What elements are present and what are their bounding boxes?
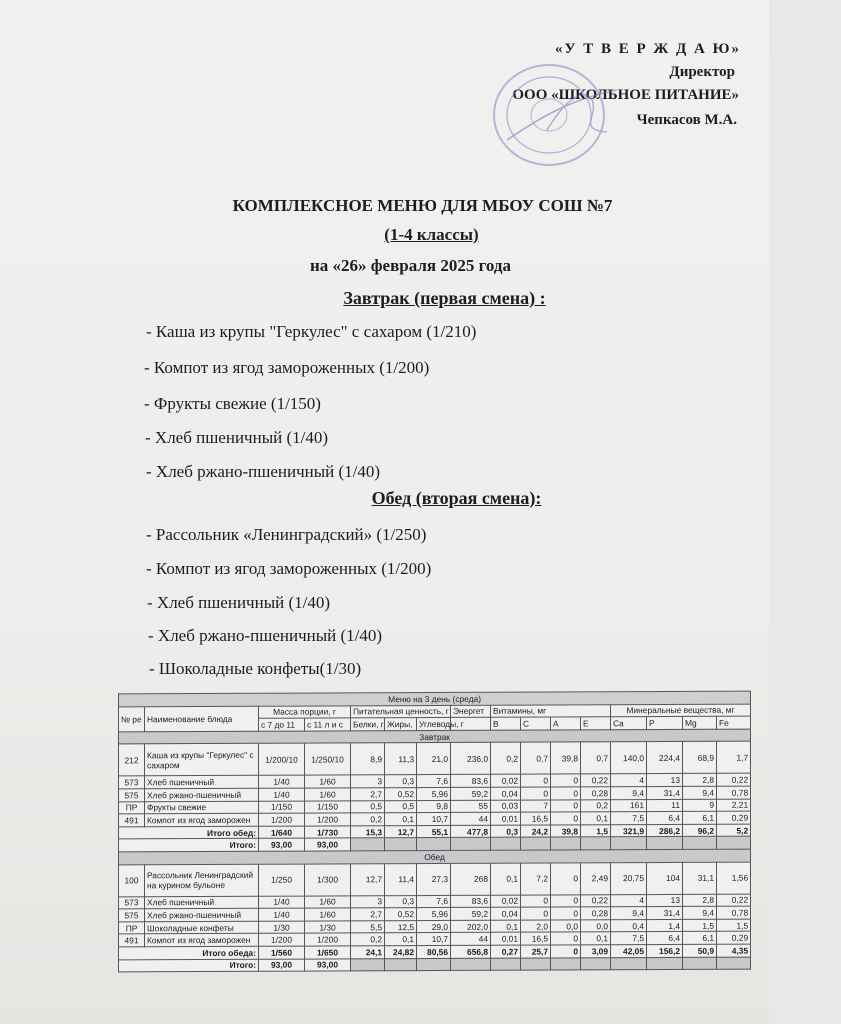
lunch-item: - Шоколадные конфеты(1/30) bbox=[149, 659, 362, 678]
table-cell: 0 bbox=[551, 787, 581, 800]
table-cell: 575 bbox=[119, 789, 145, 802]
table-cell: 0,28 bbox=[581, 787, 611, 800]
table-cell: 2,49 bbox=[581, 862, 611, 894]
table-cell: 0,2 bbox=[581, 799, 611, 812]
table-cell: 0 bbox=[551, 862, 581, 894]
empty-cell bbox=[417, 958, 451, 971]
table-cell: 0,0 bbox=[581, 919, 611, 932]
sum-label: Итого: bbox=[119, 959, 259, 972]
table-cell: 31,4 bbox=[647, 907, 683, 920]
table-cell: 20,75 bbox=[611, 862, 647, 894]
table-cell: 573 bbox=[119, 896, 145, 909]
table-cell: 11,4 bbox=[385, 863, 417, 895]
header-fat: Жиры, bbox=[385, 718, 417, 731]
dish-name-cell: Компот из ягод заморожен bbox=[145, 934, 259, 947]
table-cell: 44 bbox=[451, 812, 491, 825]
empty-cell bbox=[451, 958, 491, 971]
table-cell: 11,3 bbox=[385, 743, 417, 775]
table-cell: 0 bbox=[551, 774, 581, 787]
table-cell: 224,4 bbox=[647, 742, 683, 774]
table-cell: 0 bbox=[521, 895, 551, 908]
table-cell: 9,4 bbox=[683, 786, 717, 799]
table-cell: 1/60 bbox=[305, 895, 351, 908]
table-cell: 13 bbox=[647, 894, 683, 907]
table-cell: 1/40 bbox=[259, 788, 305, 801]
table-cell: 0,52 bbox=[385, 908, 417, 921]
header-mg: Mg bbox=[683, 716, 717, 729]
table-cell: 2,7 bbox=[351, 788, 385, 801]
stamp-seal bbox=[487, 60, 627, 170]
table-cell: 96,2 bbox=[683, 824, 717, 837]
table-cell: 29,0 bbox=[417, 920, 451, 933]
table-cell: 24,1 bbox=[351, 946, 385, 959]
table-cell: 3 bbox=[351, 895, 385, 908]
dish-name-cell: Хлеб пшеничный bbox=[145, 776, 259, 789]
table-cell: 0,4 bbox=[611, 919, 647, 932]
header-nutrition: Питательная ценность, г bbox=[351, 705, 451, 718]
table-cell: 6,1 bbox=[683, 932, 717, 945]
table-cell: 0,1 bbox=[491, 863, 521, 895]
empty-cell bbox=[717, 957, 751, 970]
table-cell: 0,02 bbox=[491, 895, 521, 908]
header-recipe: № ре bbox=[119, 706, 145, 731]
table-cell: 83,6 bbox=[451, 895, 491, 908]
table-cell: 1/30 bbox=[259, 921, 305, 934]
lunch-item: - Хлеб ржано-пшеничный (1/40) bbox=[148, 626, 383, 645]
table-cell: 3 bbox=[351, 775, 385, 788]
table-cell: 7,5 bbox=[611, 812, 647, 825]
table-cell: 11 bbox=[647, 799, 683, 812]
table-cell: 24,82 bbox=[385, 945, 417, 958]
table-cell: 1/200 bbox=[305, 933, 351, 946]
empty-cell bbox=[611, 837, 647, 850]
table-cell: 656,8 bbox=[451, 945, 491, 958]
table-cell: 1/650 bbox=[305, 946, 351, 959]
breakfast-item: - Фрукты свежие (1/150) bbox=[144, 394, 321, 413]
table-cell: 0 bbox=[551, 945, 581, 958]
breakfast-item: - Хлеб ржано-пшеничный (1/40) bbox=[146, 462, 381, 481]
menu-date: на «26» февраля 2025 года bbox=[309, 256, 512, 275]
header-age2: с 11 л и с bbox=[305, 718, 351, 731]
table-cell: 0,3 bbox=[385, 895, 417, 908]
table-cell: 9,8 bbox=[417, 800, 451, 813]
dish-name-cell: Шоколадные конфеты bbox=[145, 921, 259, 934]
header-portion: Масса порции, г bbox=[259, 705, 351, 718]
section-lunch: Обед bbox=[119, 849, 751, 864]
table-cell: ПР bbox=[119, 921, 145, 934]
table-cell: 59,2 bbox=[451, 907, 491, 920]
table-cell: 39,8 bbox=[551, 742, 581, 774]
header-p: P bbox=[647, 717, 683, 730]
table-cell: 0 bbox=[551, 907, 581, 920]
table-cell: 15,3 bbox=[351, 825, 385, 838]
dish-name-cell: Хлеб пшеничный bbox=[145, 896, 259, 909]
table-row bbox=[119, 862, 751, 897]
table-cell: 9,4 bbox=[611, 907, 647, 920]
table-cell: 2,21 bbox=[717, 799, 751, 812]
sum-row bbox=[119, 957, 751, 972]
header-ca: Ca bbox=[611, 717, 647, 730]
table-cell: 0,29 bbox=[717, 931, 751, 944]
table-cell: 39,8 bbox=[551, 825, 581, 838]
table-cell: 55 bbox=[451, 800, 491, 813]
table-cell: 50,9 bbox=[683, 944, 717, 957]
table-cell: 1,7 bbox=[717, 741, 751, 773]
header-vit-c: C bbox=[521, 717, 551, 730]
header-protein: Белки, г bbox=[351, 718, 385, 731]
table-cell: 0,01 bbox=[491, 932, 521, 945]
table-cell: 0,28 bbox=[581, 907, 611, 920]
table-cell: 4 bbox=[611, 774, 647, 787]
table-cell: 3,09 bbox=[581, 945, 611, 958]
empty-cell bbox=[581, 837, 611, 850]
total-label: Итого обед: bbox=[119, 826, 259, 839]
approve-label: «У Т В Е Р Ж Д А Ю» bbox=[554, 41, 741, 57]
table-cell: 1/250/10 bbox=[305, 743, 351, 775]
table-cell: 25,7 bbox=[521, 945, 551, 958]
table-cell: 104 bbox=[647, 862, 683, 894]
empty-cell bbox=[491, 958, 521, 971]
breakfast-item: - Компот из ягод замороженных (1/200) bbox=[144, 358, 430, 377]
table-cell: 1,56 bbox=[717, 862, 751, 894]
table-cell: 0 bbox=[521, 907, 551, 920]
table-cell: 321,9 bbox=[611, 824, 647, 837]
table-cell: 7,5 bbox=[611, 932, 647, 945]
table-cell: 5,96 bbox=[417, 787, 451, 800]
empty-cell bbox=[717, 836, 751, 849]
empty-cell bbox=[551, 837, 581, 850]
table-cell: 202,0 bbox=[451, 920, 491, 933]
table-cell: 4,35 bbox=[717, 944, 751, 957]
lunch-heading: Обед (вторая смена): bbox=[371, 488, 542, 508]
header-vit-e: E bbox=[581, 717, 611, 730]
table-cell: 0,01 bbox=[491, 812, 521, 825]
breakfast-item: - Хлеб пшеничный (1/40) bbox=[145, 428, 329, 447]
table-cell: 0,7 bbox=[521, 742, 551, 774]
table-cell: 0,22 bbox=[717, 894, 751, 907]
sum-price-1: 93,00 bbox=[259, 959, 305, 972]
table-cell: 1/730 bbox=[305, 826, 351, 839]
lunch-item: - Рассольник «Ленинградский» (1/250) bbox=[146, 525, 427, 544]
table-cell: 0,1 bbox=[385, 813, 417, 826]
table-cell: 2,8 bbox=[683, 774, 717, 787]
table-cell: 6,4 bbox=[647, 932, 683, 945]
breakfast-rows bbox=[119, 741, 751, 826]
dish-name-cell: Хлеб ржано-пшеничный bbox=[145, 908, 259, 921]
table-cell: 44 bbox=[451, 933, 491, 946]
lunch-item: - Компот из ягод замороженных (1/200) bbox=[146, 559, 432, 578]
empty-cell bbox=[351, 838, 385, 851]
table-cell: 1/200 bbox=[305, 813, 351, 826]
table-cell: 1/150 bbox=[259, 801, 305, 814]
table-caption: Меню на 3 день (среда) bbox=[119, 691, 751, 706]
total-label: Итого обеда: bbox=[119, 946, 259, 959]
table-cell: 6,1 bbox=[683, 811, 717, 824]
dish-name-cell: Хлеб ржано-пшеничный bbox=[145, 788, 259, 801]
page-title: КОМПЛЕКСНОЕ МЕНЮ ДЛЯ МБОУ СОШ №7 bbox=[232, 196, 613, 215]
table-cell: 12,7 bbox=[385, 825, 417, 838]
table-cell: 4 bbox=[611, 894, 647, 907]
table-cell: 573 bbox=[119, 776, 145, 789]
table-cell: 10,7 bbox=[417, 813, 451, 826]
table-cell: 0,0 bbox=[551, 920, 581, 933]
table-cell: 0,78 bbox=[717, 786, 751, 799]
table-cell: 8,9 bbox=[351, 743, 385, 775]
table-cell: 31,1 bbox=[683, 862, 717, 894]
table-cell: 236,0 bbox=[451, 743, 491, 775]
table-cell: 491 bbox=[119, 934, 145, 947]
table-cell: 0,04 bbox=[491, 907, 521, 920]
table-cell: 0 bbox=[551, 894, 581, 907]
table-cell: 5,96 bbox=[417, 908, 451, 921]
table-cell: 1/40 bbox=[259, 896, 305, 909]
table-cell: 12,7 bbox=[351, 863, 385, 895]
sum-price-2: 93,00 bbox=[305, 958, 351, 971]
table-cell: 1/30 bbox=[305, 921, 351, 934]
table-cell: 0,2 bbox=[351, 933, 385, 946]
company-name: ООО «ШКОЛЬНОЕ ПИТАНИЕ» bbox=[512, 87, 739, 103]
lunch-totals bbox=[119, 944, 751, 972]
table-cell: 0,1 bbox=[581, 932, 611, 945]
header-vit-a: A bbox=[551, 717, 581, 730]
table-cell: 0,1 bbox=[385, 933, 417, 946]
table-cell: 268 bbox=[451, 863, 491, 895]
table-cell: 286,2 bbox=[647, 824, 683, 837]
table-cell: 212 bbox=[119, 744, 145, 776]
lunch-item: - Хлеб пшеничный (1/40) bbox=[147, 593, 331, 612]
table-cell: 10,7 bbox=[417, 933, 451, 946]
dish-name-cell: Фрукты свежие bbox=[145, 801, 259, 814]
table-cell: 2,7 bbox=[351, 908, 385, 921]
table-cell: 9,4 bbox=[683, 906, 717, 919]
table-cell: 0,7 bbox=[581, 742, 611, 774]
empty-cell bbox=[351, 958, 385, 971]
empty-cell bbox=[581, 957, 611, 970]
dish-name-cell: Компот из ягод заморожен bbox=[145, 813, 259, 826]
table-cell: 1/150 bbox=[305, 800, 351, 813]
table-cell: 27,3 bbox=[417, 863, 451, 895]
breakfast-totals bbox=[119, 824, 751, 852]
approver-position: Директор bbox=[669, 64, 735, 80]
table-cell: 5,2 bbox=[717, 824, 751, 837]
table-cell: 0,2 bbox=[491, 742, 521, 774]
empty-cell bbox=[683, 837, 717, 850]
table-cell: 7,6 bbox=[417, 775, 451, 788]
table-cell: 0,03 bbox=[491, 800, 521, 813]
table-cell: 59,2 bbox=[451, 787, 491, 800]
header-carbs: Углеводы, г bbox=[417, 718, 451, 731]
table-cell: 0,52 bbox=[385, 788, 417, 801]
table-cell: 0 bbox=[551, 799, 581, 812]
approver-name: Чепкасов М.А. bbox=[636, 112, 737, 128]
table-cell: 156,2 bbox=[647, 944, 683, 957]
empty-cell bbox=[647, 837, 683, 850]
table-cell: 1/200 bbox=[259, 933, 305, 946]
table-cell: 491 bbox=[119, 814, 145, 827]
table-cell: 9,4 bbox=[611, 787, 647, 800]
table-cell: 13 bbox=[647, 774, 683, 787]
table-cell: 1/40 bbox=[259, 775, 305, 788]
sum-price-1: 93,00 bbox=[259, 838, 305, 851]
empty-cell bbox=[385, 958, 417, 971]
table-cell: 1/560 bbox=[259, 946, 305, 959]
table-cell: 24,2 bbox=[521, 825, 551, 838]
table-cell: 0 bbox=[551, 812, 581, 825]
table-cell: 2,8 bbox=[683, 894, 717, 907]
grades-label: (1-4 классы) bbox=[384, 225, 479, 244]
header-age1: с 7 до 11 bbox=[259, 718, 305, 731]
table-cell: 140,0 bbox=[611, 742, 647, 774]
header-vit-b: B bbox=[491, 717, 521, 730]
table-cell: 0 bbox=[551, 932, 581, 945]
table-cell: 1,5 bbox=[581, 824, 611, 837]
table-cell: 0,3 bbox=[491, 825, 521, 838]
table-cell: 0,27 bbox=[491, 945, 521, 958]
sum-price-2: 93,00 bbox=[305, 838, 351, 851]
empty-cell bbox=[521, 957, 551, 970]
table-cell: 2,0 bbox=[521, 920, 551, 933]
table-cell: 0,22 bbox=[581, 894, 611, 907]
table-cell: 0,29 bbox=[717, 811, 751, 824]
table-cell: 1/640 bbox=[259, 826, 305, 839]
table-cell: 16,5 bbox=[521, 812, 551, 825]
table-cell: 1,4 bbox=[647, 919, 683, 932]
breakfast-item: - Каша из крупы "Геркулес" с сахаром (1/210) bbox=[146, 322, 477, 341]
table-cell: 16,5 bbox=[521, 932, 551, 945]
nutrition-table bbox=[118, 691, 751, 973]
table-cell: 575 bbox=[119, 909, 145, 922]
table-cell: 100 bbox=[119, 864, 145, 896]
table-cell: 1/300 bbox=[305, 863, 351, 895]
lunch-rows bbox=[119, 862, 751, 947]
table-cell: 1/200 bbox=[259, 813, 305, 826]
dish-name-cell: Каша из крупы "Геркулес" с сахаром bbox=[145, 744, 259, 776]
table-cell: 1/60 bbox=[305, 908, 351, 921]
table-cell: 12,5 bbox=[385, 920, 417, 933]
table-cell: 0,1 bbox=[491, 920, 521, 933]
table-cell: 0,04 bbox=[491, 787, 521, 800]
table-cell: 0,5 bbox=[351, 800, 385, 813]
empty-cell bbox=[521, 837, 551, 850]
dish-name-cell: Рассольник Ленинградский на курином бульоне bbox=[145, 864, 259, 896]
table-cell: 1/60 bbox=[305, 788, 351, 801]
header-vitamins: Витамины, мг bbox=[491, 704, 611, 717]
table-cell: 0,78 bbox=[717, 906, 751, 919]
header-minerals: Минеральные вещества, мг bbox=[611, 704, 751, 717]
table-cell: 1/200/10 bbox=[259, 743, 305, 775]
table-cell: 7,2 bbox=[521, 863, 551, 895]
table-cell: 0,2 bbox=[351, 813, 385, 826]
table-cell: 6,4 bbox=[647, 812, 683, 825]
table-cell: 0,3 bbox=[385, 775, 417, 788]
empty-cell bbox=[451, 838, 491, 851]
table-cell: 55,1 bbox=[417, 825, 451, 838]
empty-cell bbox=[647, 957, 683, 970]
header-fe: Fe bbox=[717, 716, 751, 729]
table-cell: 0,5 bbox=[385, 800, 417, 813]
table-cell: 1/40 bbox=[259, 908, 305, 921]
table-cell: 7,6 bbox=[417, 895, 451, 908]
table-cell: 5,5 bbox=[351, 920, 385, 933]
table-cell: 42,05 bbox=[611, 944, 647, 957]
table-cell: 80,56 bbox=[417, 945, 451, 958]
table-cell: 83,6 bbox=[451, 775, 491, 788]
table-cell: 477,8 bbox=[451, 825, 491, 838]
empty-cell bbox=[385, 838, 417, 851]
table-cell: 31,4 bbox=[647, 786, 683, 799]
table-cell: 0,22 bbox=[581, 774, 611, 787]
table-cell: ПР bbox=[119, 801, 145, 814]
table-cell: 68,9 bbox=[683, 742, 717, 774]
empty-cell bbox=[683, 957, 717, 970]
empty-cell bbox=[611, 957, 647, 970]
table-cell: 0,1 bbox=[581, 812, 611, 825]
table-cell: 9 bbox=[683, 799, 717, 812]
section-breakfast: Завтрак bbox=[119, 729, 751, 744]
table-cell: 0,22 bbox=[717, 773, 751, 786]
sum-label: Итого: bbox=[119, 839, 259, 852]
table-cell: 0,02 bbox=[491, 774, 521, 787]
table-cell: 161 bbox=[611, 799, 647, 812]
empty-cell bbox=[491, 837, 521, 850]
nutrition-table-wrapper bbox=[118, 691, 750, 1014]
header-energy: Энергет bbox=[451, 705, 491, 718]
breakfast-heading: Завтрак (первая смена) : bbox=[343, 288, 546, 308]
header-dish: Наименование блюда bbox=[145, 706, 259, 732]
table-cell: 7 bbox=[521, 800, 551, 813]
empty-cell bbox=[417, 838, 451, 851]
table-cell: 1/60 bbox=[305, 775, 351, 788]
table-cell: 1/250 bbox=[259, 864, 305, 896]
table-cell: 1,5 bbox=[717, 919, 751, 932]
table-cell: 0 bbox=[521, 774, 551, 787]
table-cell: 21,0 bbox=[417, 743, 451, 775]
empty-cell bbox=[551, 957, 581, 970]
table-row bbox=[119, 741, 751, 776]
table-cell: 0 bbox=[521, 787, 551, 800]
table-cell: 1,5 bbox=[683, 919, 717, 932]
